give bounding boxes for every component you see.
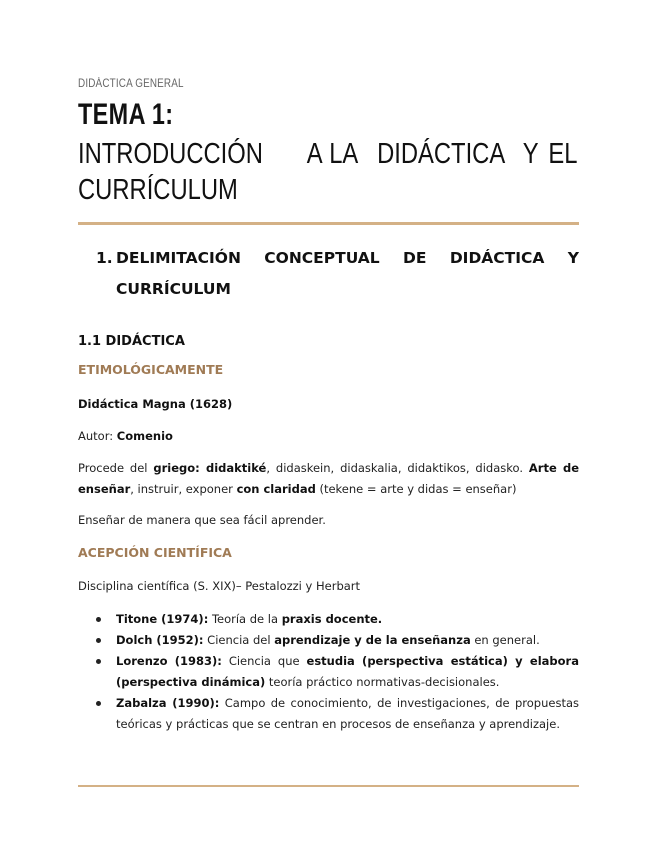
subject-label: DIDÁCTICA GENERAL — [78, 78, 184, 90]
etimologia-heading: ETIMOLÓGICAMENTE — [78, 362, 224, 377]
procede-text: Procede del — [78, 461, 154, 475]
heading-word: Y — [567, 249, 579, 267]
procede-bold: Arte de enseñar — [78, 461, 580, 496]
footer-divider — [78, 785, 579, 787]
list-text: en general. — [470, 633, 540, 647]
bullet-icon — [96, 638, 101, 643]
list-text: Teoría de la — [208, 612, 282, 626]
procede-text: , didaskein, didaskalia, didaktikos, didasko. — [266, 461, 529, 475]
disciplina-paragraph: Disciplina científica (S. XIX)– Pestalozzi y Herbart — [78, 579, 361, 593]
procede-paragraph — [78, 458, 579, 500]
title-word: CURRÍCULUM — [78, 174, 238, 206]
heading-word: DELIMITACIÓN — [116, 249, 241, 267]
ensenar-paragraph: Enseñar de manera que sea fácil aprender. — [78, 513, 326, 527]
list-text: Ciencia del — [203, 633, 275, 647]
title-word: A — [306, 138, 323, 170]
heading-word: DE — [403, 249, 427, 267]
list-bold: estudia (perspectiva estática) y elabora (perspectiva dinámica) — [116, 654, 579, 689]
list-author: Lorenzo (1983): — [116, 654, 222, 668]
subsection-heading: 1.1 DIDÁCTICA — [78, 334, 185, 349]
bullet-icon — [96, 617, 101, 622]
heading-word: DIDÁCTICA — [449, 249, 545, 267]
acepcion-heading: ACEPCIÓN CIENTÍFICA — [78, 545, 232, 560]
title-word: DIDÁCTICA — [377, 138, 506, 170]
autor-line — [78, 426, 579, 447]
procede-text: (tekene = arte y didas = enseñar) — [315, 482, 517, 496]
section-heading-line-2: CURRÍCULUM — [116, 280, 231, 298]
list-author: Dolch (1952): — [116, 633, 204, 647]
procede-bold: griego: didaktiké — [153, 461, 267, 475]
autor-name: Comenio — [116, 429, 173, 443]
bullet-icon — [96, 701, 101, 706]
list-bold: aprendizaje y de la enseñanza — [274, 633, 471, 647]
section-number: 1. — [96, 249, 113, 267]
didactica-magna — [78, 394, 579, 415]
heading-word: CONCEPTUAL — [264, 249, 380, 267]
procede-bold: con claridad — [236, 482, 316, 496]
section-heading — [96, 249, 579, 267]
autor-label: Autor: — [78, 429, 117, 443]
list-text: teoría práctico normativas-decisionales. — [265, 675, 500, 689]
bullet-icon — [96, 659, 101, 664]
list-bold: praxis docente. — [281, 612, 383, 626]
list-text: Campo de conocimiento, de investigaciones, de propuestas teóricas y prácticas que se centran en procesos de enseñanza y aprendizaje. — [116, 696, 580, 731]
tema-label: TEMA 1: — [78, 98, 174, 131]
document-title-line-1 — [78, 136, 578, 172]
list-author: Titone (1974): — [116, 612, 209, 626]
list-text: Ciencia que — [221, 654, 307, 668]
title-word: EL — [548, 138, 578, 170]
procede-text: , instruir, exponer — [130, 482, 237, 496]
magna-text: Didáctica Magna (1628) — [78, 397, 233, 411]
title-word: INTRODUCCIÓN — [78, 138, 263, 170]
document-title-line-2 — [78, 172, 578, 208]
title-word: Y — [523, 138, 540, 170]
title-word: LA — [329, 138, 359, 170]
list-author: Zabalza (1990): — [116, 696, 220, 710]
title-divider — [78, 222, 579, 225]
